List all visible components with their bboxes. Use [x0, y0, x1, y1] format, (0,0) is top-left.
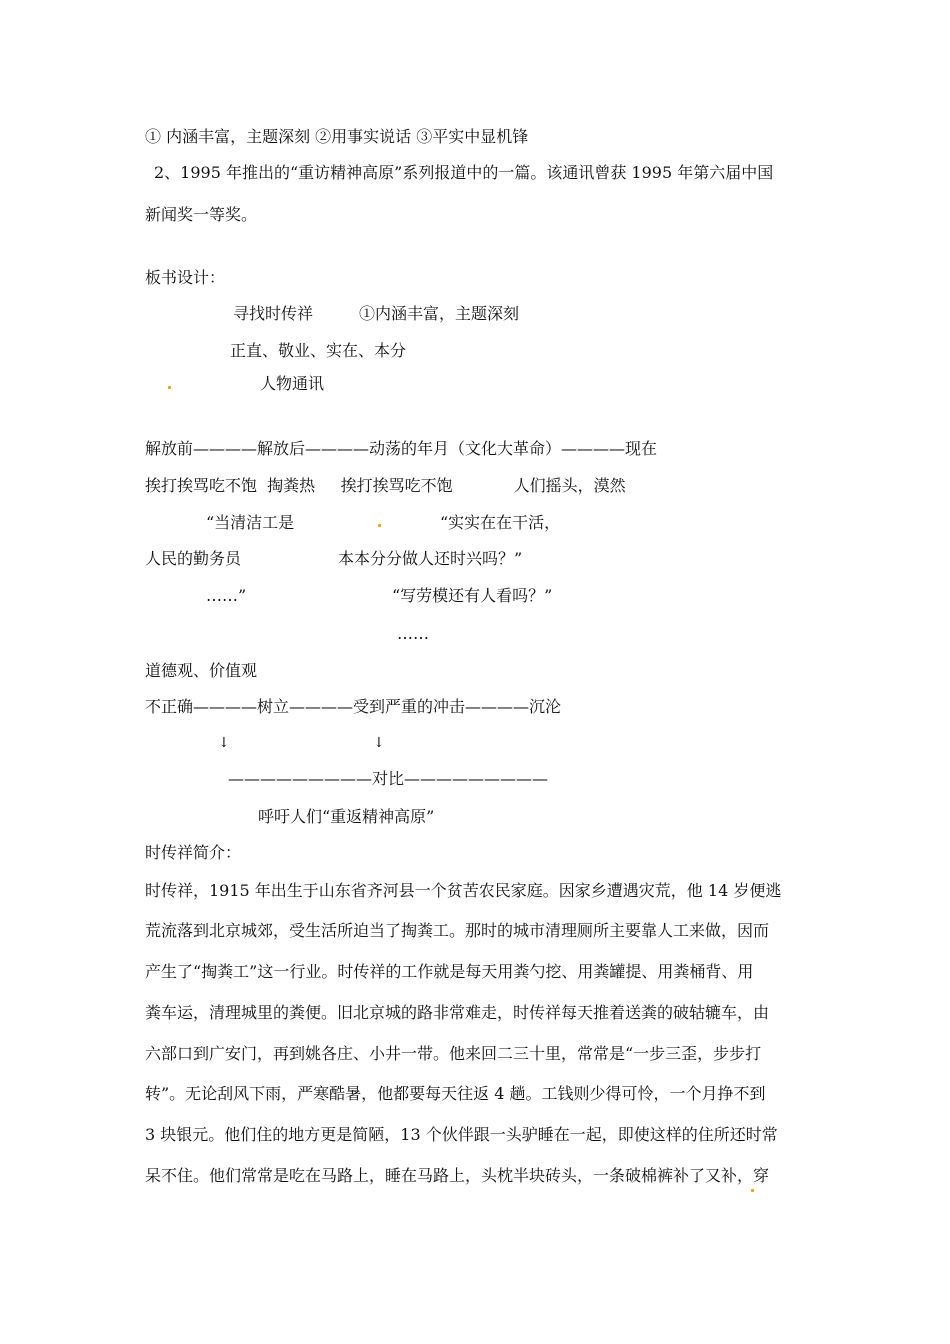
quote-1-line-1: “当清洁工是 — [206, 513, 295, 532]
bio-line: 六部口到广安门，再到姚各庄、小井一带。他来回二三十里，常常是“一步三歪，步步打 — [145, 1044, 762, 1063]
board-call: 呼吁人们“重返精神高原” — [258, 807, 435, 826]
down-arrow-icon: ↓ — [218, 735, 230, 751]
board-timeline: 解放前————解放后————动荡的年月（文化大革命）————现在 — [145, 439, 658, 458]
quote-2-line-1: “实实在在干活， — [440, 513, 561, 532]
board-title-name: 寻找时传祥 — [233, 304, 314, 323]
bio-heading: 时传祥简介： — [145, 843, 242, 862]
answer-line-3: 新闻奖一等奖。 — [145, 205, 258, 224]
quote-2-line-3: “写劳模还有人看吗？” — [392, 586, 553, 605]
mark-dot — [378, 524, 381, 527]
bio-line: 时传祥，1915 年出生于山东省齐河县一个贫苦农民家庭。因家乡遭遇灾荒，他 14 岁便逃 — [145, 881, 782, 900]
bio-line: 荒流落到北京城郊，受生活所迫当了掏粪工。那时的城市清理厕所主要靠人工来做，因而 — [145, 921, 770, 940]
quote-1-line-3: ……” — [206, 586, 247, 605]
answer-line-2: 2、1995 年推出的“重访精神高原”系列报道中的一篇。该通讯曾获 1995 年第六届中国 — [154, 163, 774, 182]
answer-line-1: ① 内涵丰富，主题深刻 ②用事实说话 ③平实中显机锋 — [145, 127, 529, 146]
bio-line: 粪车运，清理城里的粪便。旧北京城的路非常难走，时传祥每天推着送粪的破轱辘车，由 — [145, 1003, 770, 1022]
board-heading: 板书设计： — [145, 268, 226, 287]
board-treatment: 挨打挨骂吃不饱 掏粪热 挨打挨骂吃不饱 人们摇头，漠然 — [145, 476, 626, 495]
values-timeline: 不正确————树立————受到严重的冲击————沉沦 — [145, 697, 562, 716]
bio-line: 产生了“掏粪工”这一行业。时传祥的工作就是每天用粪勺挖、用粪罐提、用粪桶背、用 — [145, 962, 754, 981]
contrast-line: —————————对比————————— — [228, 769, 549, 788]
quote-2-line-4: …… — [397, 624, 429, 643]
mark-dot — [751, 1189, 754, 1192]
down-arrow-icon: ↓ — [373, 735, 385, 751]
board-title-point: ①内涵丰富，主题深刻 — [359, 304, 520, 323]
bio-line: 转”。无论刮风下雨，严寒酷暑，他都要每天往返 4 趟。工钱则少得可怜，一个月挣不到 — [145, 1084, 766, 1103]
bio-line: 3 块银元。他们住的地方更是简陋，13 个伙伴跟一头驴睡在一起，即使这样的住所还时常 — [145, 1125, 778, 1144]
bio-line: 呆不住。他们常常是吃在马路上，睡在马路上，头枕半块砖头，一条破棉裤补了又补，穿 — [145, 1166, 770, 1185]
board-genre: 人物通讯 — [260, 374, 325, 393]
mark-dot — [168, 386, 171, 389]
board-virtues: 正直、敬业、实在、本分 — [230, 341, 407, 360]
quote-1-line-2: 人民的勤务员 — [145, 549, 242, 568]
quote-2-line-2: 本本分分做人还时兴吗？” — [338, 549, 523, 568]
values-label: 道德观、价值观 — [145, 661, 258, 680]
